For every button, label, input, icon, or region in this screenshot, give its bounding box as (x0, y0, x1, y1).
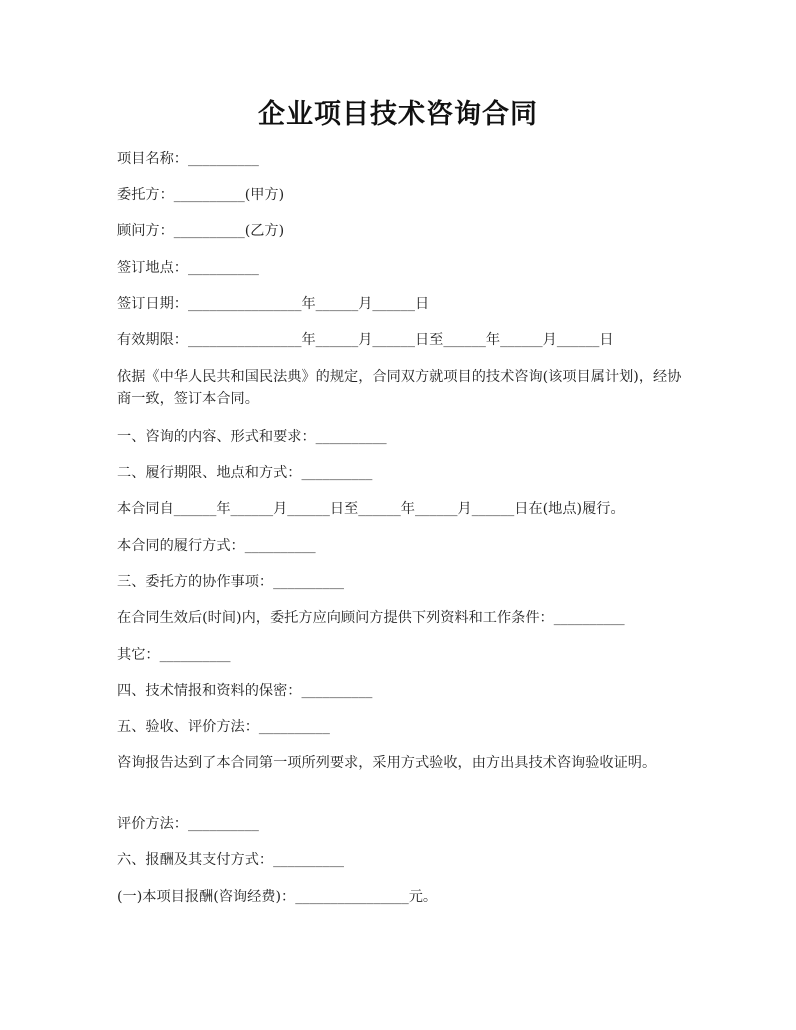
preamble-paragraph: 依据《中华人民共和国民法典》的规定，合同双方就项目的技术咨询(该项目属计划)，经协商一致，签订本合同。 (117, 369, 682, 407)
remuneration-line: (一)本项目报酬(咨询经费)：________________元。 (117, 889, 438, 905)
consultant-party-line: 顾问方：__________(乙方) (117, 223, 285, 239)
section-4-heading: 四、技术情报和资料的保密：__________ (117, 683, 373, 699)
evaluation-method-line: 评价方法：__________ (117, 816, 259, 832)
acceptance-paragraph: 咨询报告达到了本合同第一项所列要求，采用方式验收，由方出具技术咨询验收证明。 (117, 755, 657, 771)
client-party-line: 委托方：__________(甲方) (117, 187, 285, 203)
signing-place-line: 签订地点：__________ (117, 260, 259, 276)
other-line: 其它：__________ (117, 647, 231, 663)
project-name-line: 项目名称：__________ (117, 151, 259, 167)
document-title: 企业项目技术咨询合同 (258, 99, 538, 130)
validity-period-line: 有效期限：________________年______月______日至______年______月______日 (117, 332, 614, 348)
section-5-heading: 五、验收、评价方法：__________ (117, 719, 330, 735)
signing-date-line: 签订日期：________________年______月______日 (117, 296, 430, 312)
performance-period-line: 本合同自______年______月______日至______年______月______日在(地点)履行。 (117, 501, 625, 517)
materials-provision-line: 在合同生效后(时间)内，委托方应向顾问方提供下列资料和工作条件：__________ (117, 610, 625, 626)
section-2-heading: 二、履行期限、地点和方式：__________ (117, 465, 373, 481)
section-6-heading: 六、报酬及其支付方式：__________ (117, 852, 345, 868)
section-1-heading: 一、咨询的内容、形式和要求：__________ (117, 429, 387, 445)
section-3-heading: 三、委托方的协作事项：__________ (117, 574, 345, 590)
performance-method-line: 本合同的履行方式：__________ (117, 538, 316, 554)
